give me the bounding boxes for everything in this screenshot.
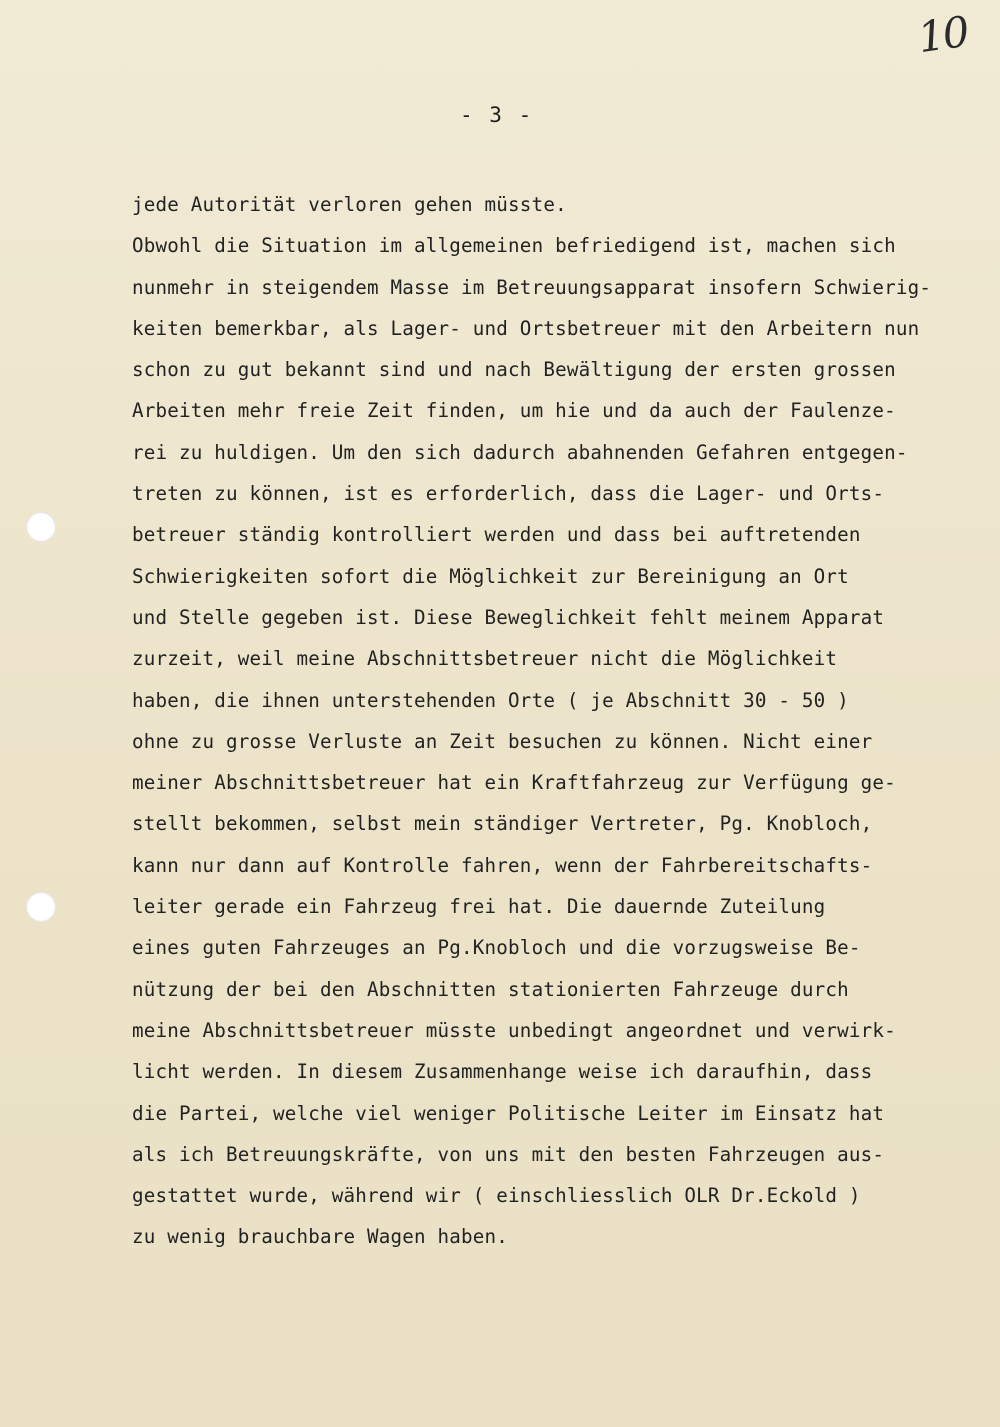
text-line: leiter gerade ein Fahrzeug frei hat. Die dauernde Zuteilung — [132, 895, 826, 919]
text-line: Schwierigkeiten sofort die Möglichkeit zur Bereinigung an Ort — [132, 564, 849, 588]
text-line: meiner Abschnittsbetreuer hat ein Kraftfahrzeug zur Verfügung ge- — [132, 771, 896, 795]
text-line: betreuer ständig kontrolliert werden und dass bei auftretenden — [132, 523, 861, 547]
text-line: Arbeiten mehr freie Zeit finden, um hie und da auch der Faulenze- — [132, 399, 896, 423]
text-line: nunmehr in steigendem Masse im Betreuungsapparat insofern Schwierig- — [132, 275, 932, 299]
text-line: nützung der bei den Abschnitten stationierten Fahrzeuge durch — [132, 977, 849, 1001]
punch-hole — [26, 512, 56, 542]
text-line: kann nur dann auf Kontrolle fahren, wenn der Fahrbereitschafts- — [132, 853, 873, 877]
punch-hole — [26, 892, 56, 922]
letter-body — [132, 184, 952, 1258]
text-line: die Partei, welche viel weniger Politische Leiter im Einsatz hat — [132, 1101, 885, 1125]
text-line: stellt bekommen, selbst mein ständiger Vertreter, Pg. Knobloch, — [132, 812, 873, 836]
text-line: keiten bemerkbar, als Lager- und Ortsbetreuer mit den Arbeitern nun — [132, 316, 920, 340]
text-line: meine Abschnittsbetreuer müsste unbedingt angeordnet und verwirk- — [132, 1018, 896, 1042]
text-line: ohne zu grosse Verluste an Zeit besuchen zu können. Nicht einer — [132, 729, 873, 753]
text-line: Obwohl die Situation im allgemeinen befriedigend ist, machen sich — [132, 234, 896, 258]
text-line: als ich Betreuungskräfte, von uns mit den besten Fahrzeugen aus- — [132, 1142, 885, 1166]
text-line: zu wenig brauchbare Wagen haben. — [132, 1225, 509, 1249]
text-line: eines guten Fahrzeuges an Pg.Knobloch und die vorzugsweise Be- — [132, 936, 861, 960]
text-line: rei zu huldigen. Um den sich dadurch abahnenden Gefahren entgegen- — [132, 440, 908, 464]
text-line: treten zu können, ist es erforderlich, dass die Lager- und Orts- — [132, 482, 885, 506]
text-line: licht werden. In diesem Zusammenhange weise ich daraufhin, dass — [132, 1060, 873, 1084]
text-line: haben, die ihnen unterstehenden Orte ( je Abschnitt 30 - 50 ) — [132, 688, 849, 712]
text-line: und Stelle gegeben ist. Diese Beweglichkeit fehlt meinem Apparat — [132, 605, 885, 629]
page-number: - 3 - — [460, 103, 534, 127]
text-line: zurzeit, weil meine Abschnittsbetreuer nicht die Möglichkeit — [132, 647, 838, 671]
text-line: gestattet wurde, während wir ( einschliesslich OLR Dr.Eckold ) — [132, 1184, 861, 1208]
text-line: jede Autorität verloren gehen müsste. — [132, 193, 567, 216]
text-line: schon zu gut bekannt sind und nach Bewältigung der ersten grossen — [132, 358, 896, 382]
handwritten-folio-number: 10 — [914, 6, 971, 63]
